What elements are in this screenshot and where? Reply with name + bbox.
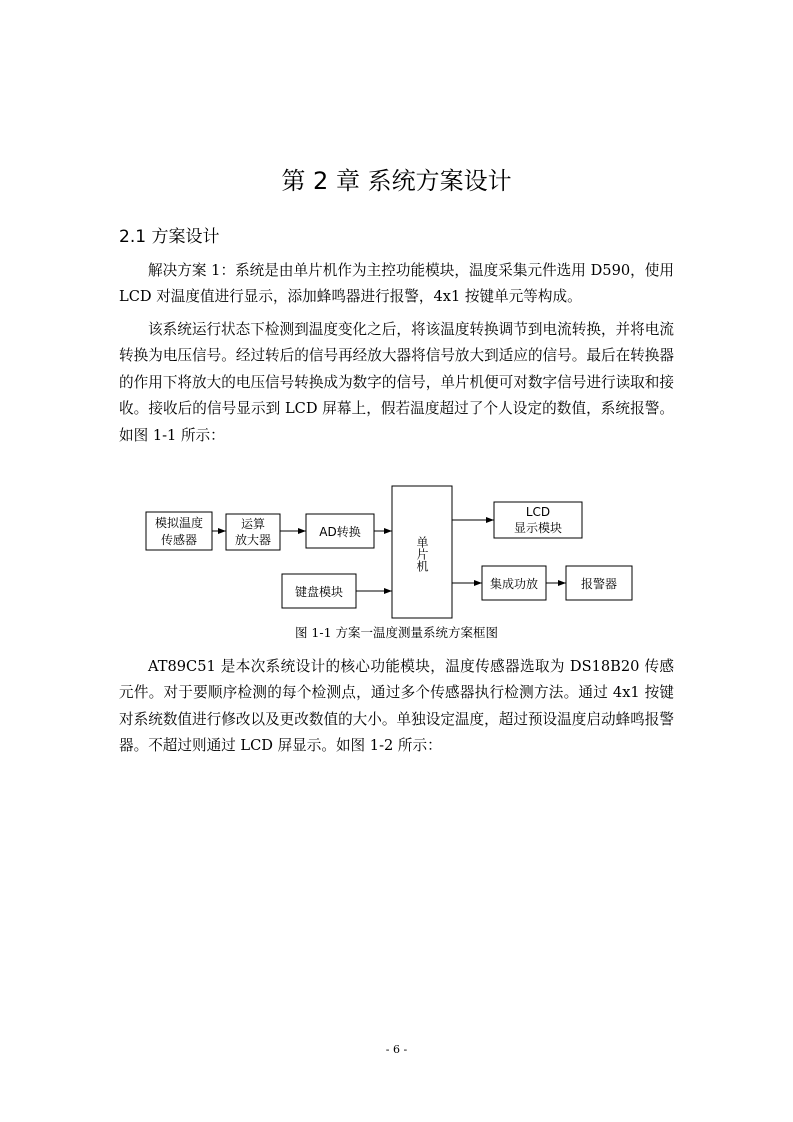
sensor-block [146,512,212,550]
amplifier-label-line2: 放大器 [234,533,272,547]
sensor-label-line1: 模拟温度 [154,516,204,530]
figure-caption: 图 1-1 方案一温度测量系统方案框图 [294,625,499,640]
ad-converter-block [306,514,374,548]
lcd-block [494,502,582,538]
paragraph-solution-one: 解决方案 1：系统是由单片机作为主控功能模块，温度采集元件选用 D590，使用 LCD 对温度值进行显示，添加蜂鸣器进行报警，4x1 按键单元等构成。 [119,262,674,306]
paragraph-working-principle: 该系统运行状态下检测到温度变化之后，将该温度转换调节到电流转换，并将电流转换为电压信号。经过转后的信号再经放大器将信号放大到适应的信号。最后在转换器的作用下将放大的电压信号转换成为数字的信号，单片机便可对数字信号进行读取和接收。接收后的信号显示到 LCD 屏幕上，假若温度超过了个人设定的数值，系统报警。如图 1-1 所示： [119,321,674,444]
paragraph-at89c51: AT89C51 是本次系统设计的核心功能模块，温度传感器选取为 DS18B20 传感元件。对于要顺序检测的每个检测点，通过多个传感器执行检测方法。通过 4x1 按键对系统数值进行修改以及更改数值的大小。单独设定温度，超过预设温度启动蜂鸣报警器。不超过则通过 LCD 屏显示。如图 1-2 所示： [119,658,674,755]
chapter-title: 第 2 章 系统方案设计 [281,167,512,195]
lcd-label-line1: LCD [525,505,551,519]
amplifier-label-line1: 运算 [240,517,266,531]
power-amplifier-block [482,566,546,600]
keyboard-label: 键盘模块 [294,585,344,599]
section-heading: 2.1 方案设计 [119,227,220,247]
alarm-label: 报警器 [580,577,618,591]
lcd-label-line2: 显示模块 [513,521,563,535]
mcu-block [392,486,452,618]
power-amplifier-label: 集成功放 [489,577,539,591]
page-number: - 6 - [385,1043,408,1056]
alarm-block [566,566,632,600]
block-diagram [140,484,640,624]
sensor-label-line2: 传感器 [160,533,198,547]
ad-converter-label: AD转换 [319,525,361,539]
mcu-label: 单片机 [415,536,429,572]
keyboard-block [282,574,356,608]
amplifier-block [226,514,280,550]
